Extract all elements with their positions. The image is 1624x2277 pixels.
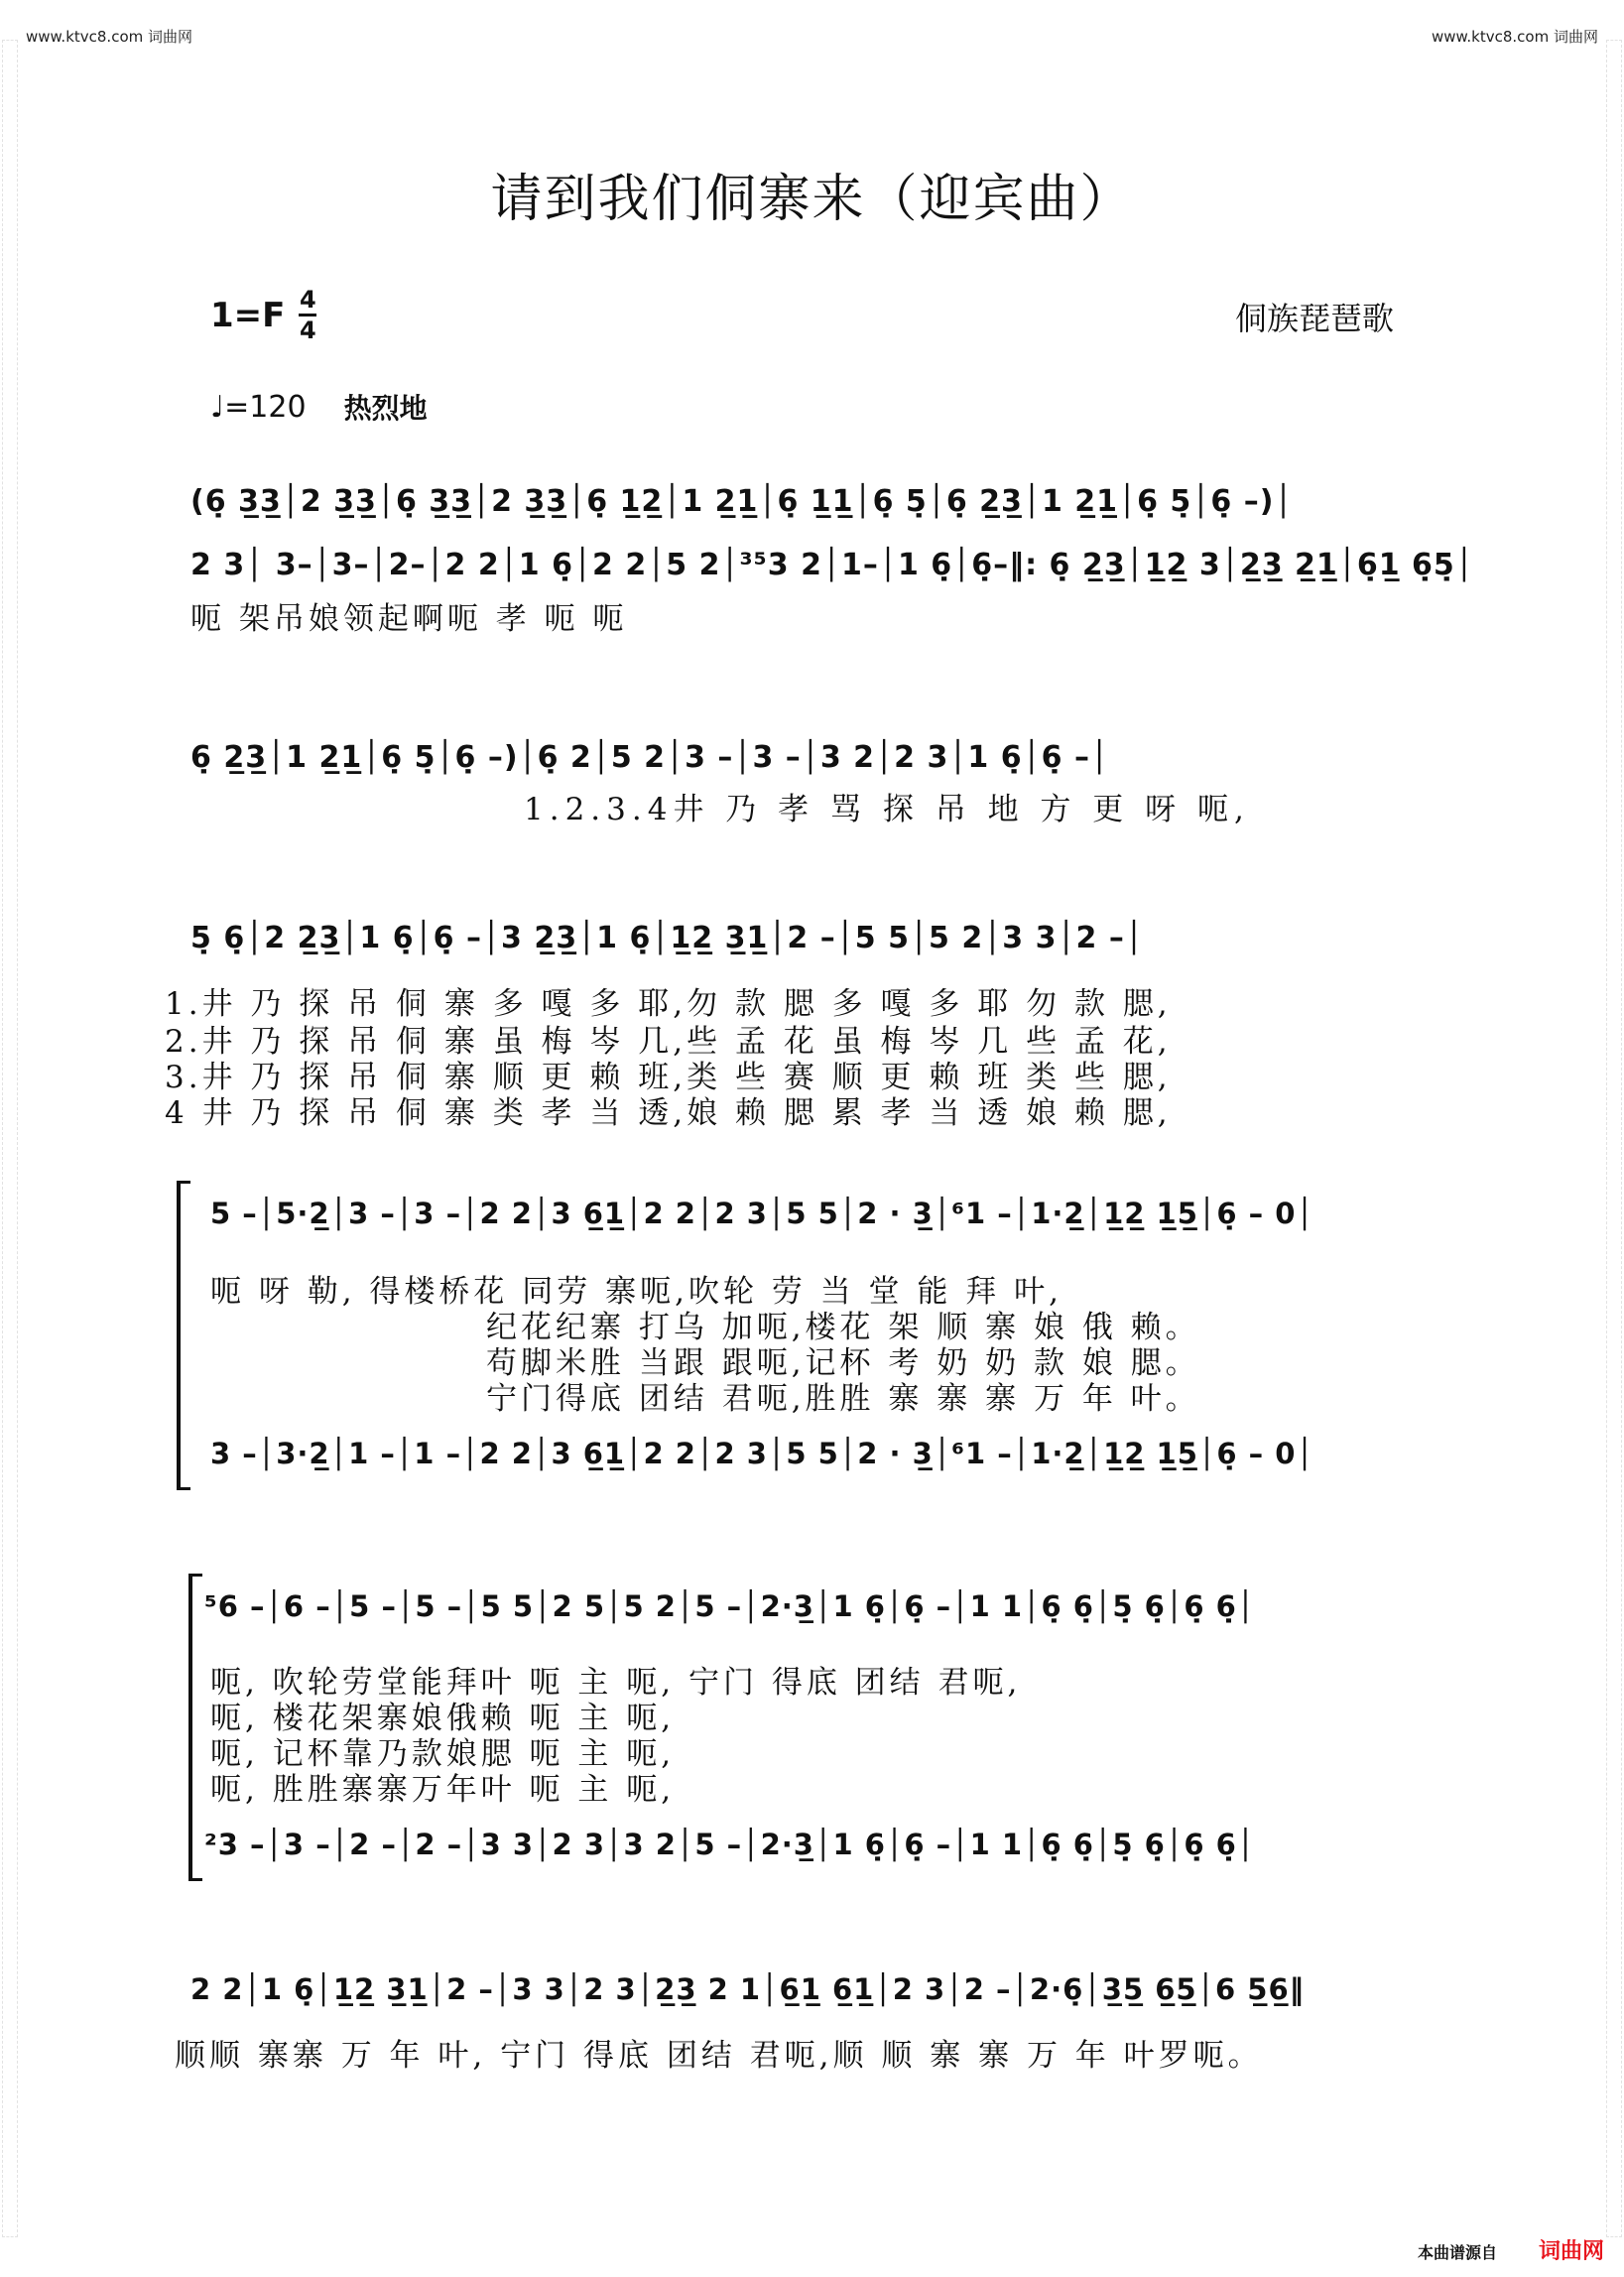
system-3-lyric-2: 2.井 乃 探 吊 侗 寨 虽 梅 岑 几,些 孟 花 虽 梅 岑 几 些 孟 花,	[165, 1024, 1172, 1060]
system-3-lyric-1: 1.井 乃 探 吊 侗 寨 多 嘎 多 耶,勿 款 腮 多 嘎 多 耶 勿 款 腮,	[165, 986, 1172, 1022]
system-2-lyric: 1.2.3.4井 乃 孝 骂 探 吊 地 方 更 呀 呃,	[524, 792, 1250, 827]
system-1-music-line-2: 2 3│ 3–│3–│2–│2 2│1 6̣│2 2│5 2│³⁵3 2│1–│1 6̣│6̣–‖: 6̣ 2̲3̲│1̲2̲ 3│2̲3̲ 2̲1̲│6̣1̲ 6̣5̣│	[190, 548, 1474, 582]
header-site-left: www.ktvc8.com 词曲网	[26, 28, 193, 46]
edge-watermark-left	[2, 40, 18, 2237]
system-6-music: 2 2│1 6̣│1̲2̲ 3̲1̲│2 –│3 3│2 3│2̲3̲ 2 1│6̲1̲ 6̲1̲│2 3│2 –│2·6̣│3̲5̲ 6̲5̲│6 5̲6̲‖	[190, 1972, 1306, 2006]
system-3-lyric-3: 3.井 乃 探 吊 侗 寨 顺 更 赖 班,类 些 赛 顺 更 赖 班 类 些 腮,	[165, 1060, 1172, 1095]
system-4-bracket	[177, 1181, 190, 1490]
time-bottom: 4	[300, 316, 316, 344]
page-title: 请到我们侗寨来（迎宾曲）	[490, 170, 1134, 229]
key-label: 1=F	[210, 295, 286, 335]
system-4-lower-music: 3 –│3·2̲│1 –│1 –│2 2│3 6̲1̲│2 2│2 3│5 5│2 · 3̲│⁶1 –│1·2̲│1̲2̲ 1̲5̲│6̣ – 0│	[210, 1437, 1314, 1470]
system-4-lyric-3: 苟脚米胜 当跟 跟呃,记杯 考 奶 奶 款 娘 腮。	[486, 1345, 1200, 1381]
system-2-music: 6̣ 2̲3̲│1 2̲1̲│6̣ 5̣│6̣ –)│6̣ 2│5 2│3 –│3 –│3 2│2 3│1 6̣│6̣ –│	[190, 740, 1110, 775]
system-4-upper-music: 5 –│5·2̲│3 –│3 –│2 2│3 6̲1̲│2 2│2 3│5 5│2 · 3̲│⁶1 –│1·2̲│1̲2̲ 1̲5̲│6̣ – 0│	[210, 1197, 1314, 1230]
composer: 侗族琵琶歌	[1234, 300, 1394, 337]
system-4-lyric-2: 纪花纪寨 打乌 加呃,楼花 架 顺 寨 娘 俄 赖。	[486, 1310, 1200, 1345]
system-4-lyric-4: 宁门得底 团结 君呃,胜胜 寨 寨 寨 万 年 叶。	[486, 1381, 1200, 1417]
system-5-lyric-3: 呃, 记杯靠乃款娘腮 呃 主 呃,	[210, 1736, 676, 1772]
time-top: 4	[300, 286, 316, 314]
tempo	[210, 387, 428, 427]
system-3-music: 5̣ 6̣│2 2̲3̲│1 6̣│6̣ –│3 2̲3̲│1 6̣│1̲2̲ 3̲1̲│2 –│5 5│5 2│3 3│2 –│	[190, 921, 1144, 955]
time-signature	[299, 288, 316, 342]
tempo-term: 热烈地	[343, 392, 428, 425]
system-5-lower-music: ²3 –│3 –│2 –│2 –│3 3│2 3│3 2│5 –│2·3̲│1 6̣│6̣ –│1 1│6̣ 6̣│5̣ 6̣│6̣ 6̣│	[204, 1828, 1256, 1861]
key-signature	[210, 288, 316, 342]
system-5-upper-music: ⁵6 –│6 –│5 –│5 –│5 5│2 5│5 2│5 –│2·3̲│1 6̣│6̣ –│1 1│6̣ 6̣│5̣ 6̣│6̣ 6̣│	[204, 1589, 1256, 1623]
system-5-lyric-4: 呃, 胜胜寨寨万年叶 呃 主 呃,	[210, 1772, 676, 1808]
footer-logo[interactable]: 词曲网	[1538, 2239, 1604, 2264]
header-site-right: www.ktvc8.com 词曲网	[1431, 28, 1598, 46]
system-5-bracket	[188, 1574, 202, 1881]
system-4-lyric-1: 呃 呀 勒, 得楼桥花 同劳 寨呃,吹轮 劳 当 堂 能 拜 叶,	[210, 1274, 1062, 1310]
system-5-lyric-2: 呃, 楼花架寨娘俄赖 呃 主 呃,	[210, 1701, 676, 1736]
footer-source-text: 本曲谱源自	[1417, 2243, 1497, 2262]
tempo-mark: ♩=120	[210, 389, 307, 425]
system-6-lyric: 顺顺 寨寨 万 年 叶, 宁门 得底 团结 君呃,顺 顺 寨 寨 万 年 叶罗呃。	[175, 2038, 1263, 2074]
system-1-music-line-1: (6̣ 3̲3̲│2 3̲3̲│6̣ 3̲3̲│2 3̲3̲│6̣ 1̲2̲│1 2̲1̲│6̣ 1̲1̲│6̣ 5̣│6̣ 2̲3̲│1 2̲1̲│6̣ 5̣│6̣ –)│	[190, 484, 1294, 519]
system-5-lyric-1: 呃, 吹轮劳堂能拜叶 呃 主 呃, 宁门 得底 团结 君呃,	[210, 1665, 1022, 1701]
edge-watermark-right	[1606, 40, 1622, 2237]
system-3-lyric-4: 4 井 乃 探 吊 侗 寨 类 孝 当 透,娘 赖 腮 累 孝 当 透 娘 赖 腮,	[165, 1095, 1172, 1131]
system-1-lyric: 呃 架吊娘领起啊呃 孝 呃 呃	[190, 601, 628, 637]
